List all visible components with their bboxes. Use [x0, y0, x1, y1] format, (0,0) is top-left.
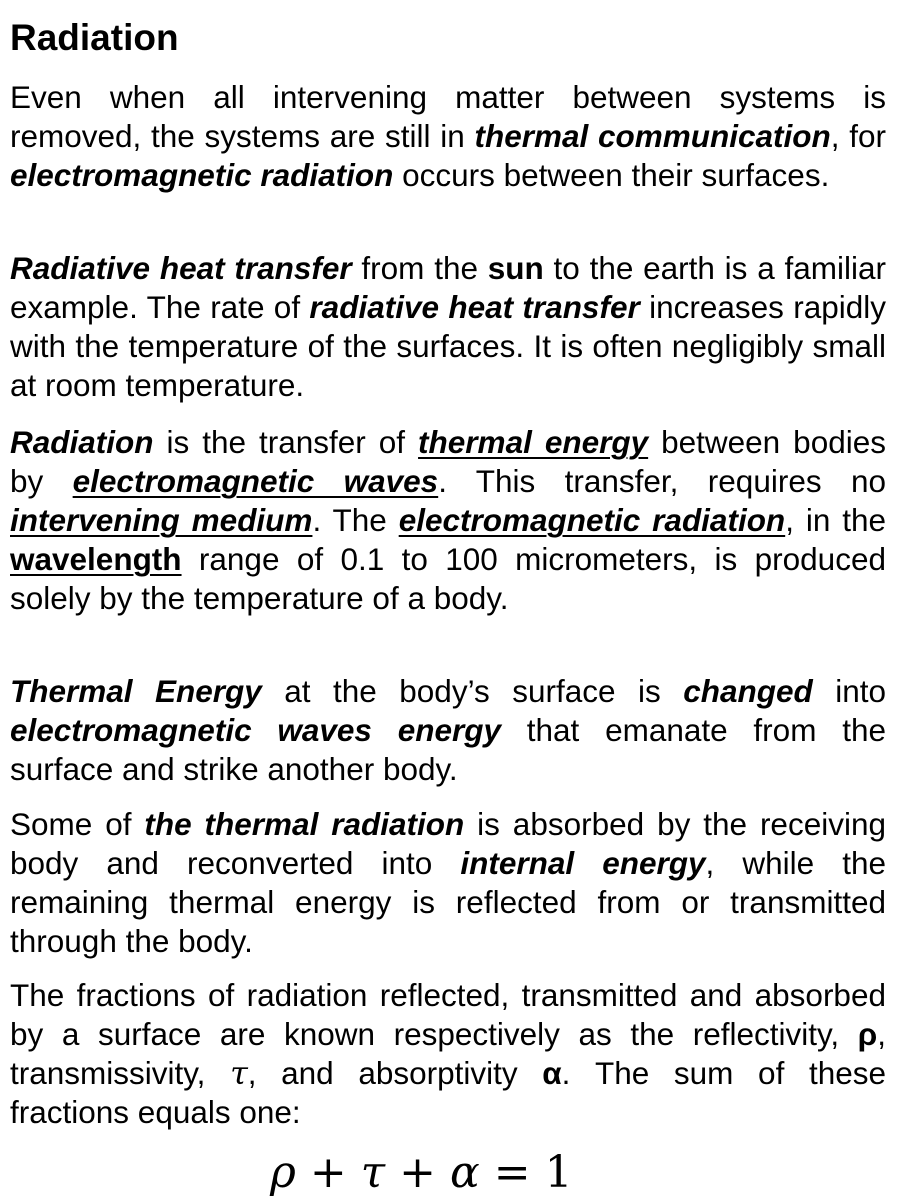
paragraph-radiation-definition: [10, 423, 886, 618]
p6-text-3: , and absorptivity: [247, 1055, 543, 1091]
p2-text-1: from the: [351, 250, 488, 286]
p3-underlined-1: thermal energy: [418, 424, 649, 460]
equation-plus-2: +: [399, 1147, 436, 1198]
p5-emphasis-2: internal energy: [460, 845, 706, 881]
section-title: Radiation: [10, 17, 179, 58]
equation-equals: =: [493, 1147, 531, 1198]
p4-emphasis-3: electromagnetic waves energy: [10, 712, 501, 748]
p4-emphasis-2: changed: [683, 673, 813, 709]
paragraph-absorption: [10, 805, 886, 961]
p3-underlined-3: intervening medium: [10, 502, 313, 538]
p5-text-3: , while the remaining thermal energy is reflected from or transmitted through the body.: [10, 845, 886, 959]
p6-text-2: , transmissivity,: [10, 1016, 886, 1091]
p6-text-1: The fractions of radiation reflected, transmitted and absorbed by a surface are known respectively as the reflectivity,: [10, 977, 886, 1052]
equation-one: 1: [544, 1147, 573, 1198]
p2-emphasis-2: radiative heat transfer: [309, 289, 640, 325]
p1-text-3: occurs between their surfaces.: [393, 157, 830, 193]
paragraph-radiative-heat-transfer: [10, 249, 886, 405]
rho-symbol: ρ: [857, 1016, 878, 1052]
p2-emphasis-1: Radiative heat transfer: [10, 250, 352, 286]
p3-underlined-5: wavelength: [10, 541, 182, 577]
paragraph-thermal-energy: [10, 672, 886, 789]
p1-emphasis-2: electromagnetic radiation: [10, 157, 394, 193]
tau-symbol: τ: [230, 1054, 248, 1092]
p5-text-1: Some of: [10, 806, 145, 842]
p5-text-2: is absorbed by the receiving body and reconverted into: [10, 806, 887, 881]
p4-emphasis-1: Thermal Energy: [10, 673, 262, 709]
p5-emphasis-1: the thermal radiation: [144, 806, 465, 842]
p3-text-2: between bodies by: [10, 424, 887, 499]
p3-text-1: is the transfer of: [153, 424, 419, 460]
p3-underlined-2: electromagnetic waves: [72, 463, 439, 499]
p3-text-4: . The: [312, 502, 399, 538]
paragraph-thermal-communication: [10, 78, 886, 195]
p3-underlined-4: electromagnetic radiation: [398, 502, 786, 538]
p2-bold-1: sun: [487, 250, 544, 286]
equation-rho: ρ: [270, 1147, 296, 1198]
p3-text-5: , in the: [785, 502, 887, 538]
p2-text-2: to the earth is a familiar example. The rate of: [10, 250, 886, 325]
equation-alpha: α: [449, 1147, 480, 1198]
p3-emphasis-1: Radiation: [10, 424, 154, 460]
p3-text-3: . This transfer, requires no: [438, 463, 886, 499]
p6-text-4: . The sum of these fractions equals one:: [10, 1055, 886, 1130]
equation-plus-1: +: [309, 1147, 347, 1198]
p4-text-3: that emanate from the surface and strike another body.: [10, 712, 886, 787]
p3-text-6: range of 0.1 to 100 micrometers, is produced solely by the temperature of a body.: [10, 541, 886, 616]
equation-tau: τ: [360, 1147, 386, 1198]
sum-equation: [270, 1146, 630, 1200]
p1-emphasis-1: thermal communication: [474, 118, 831, 154]
p4-text-2: into: [812, 673, 886, 709]
p2-text-3: increases rapidly with the temperature of the surfaces. It is often negligibly small at room temperature.: [10, 289, 887, 403]
p1-text-1: Even when all intervening matter between systems is removed, the systems are still in: [10, 79, 886, 154]
alpha-symbol: α: [542, 1055, 562, 1091]
p4-text-1: at the body’s surface is: [261, 673, 684, 709]
paragraph-fractions: [10, 976, 886, 1132]
p1-text-2: , for: [830, 118, 886, 154]
